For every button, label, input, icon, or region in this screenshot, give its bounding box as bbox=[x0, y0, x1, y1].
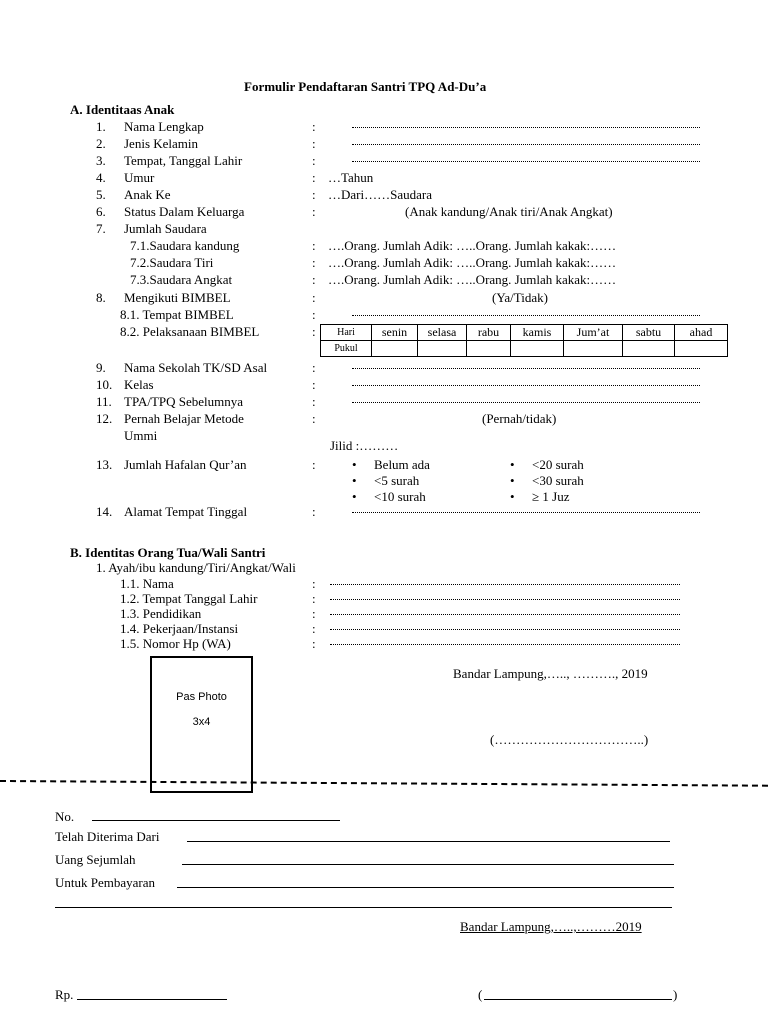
receipt-amount-field[interactable] bbox=[182, 864, 674, 865]
pas-photo-size: 3x4 bbox=[192, 716, 211, 728]
receipt-sig-close: ) bbox=[673, 987, 678, 1002]
label-tpa-sebelumnya: TPA/TPQ Sebelumnya bbox=[124, 394, 244, 409]
label-umur: Umur bbox=[124, 170, 155, 185]
field-pernah-belajar[interactable]: (Pernah/tidak) bbox=[482, 411, 557, 426]
colon: : bbox=[312, 255, 316, 270]
item-num: 10. bbox=[96, 377, 113, 392]
colon: : bbox=[312, 119, 316, 134]
field-ortu-pendidikan[interactable] bbox=[330, 614, 680, 615]
receipt-rp-label: Rp. bbox=[55, 987, 74, 1002]
colon: : bbox=[312, 272, 316, 287]
label-pelaksanaan-bimbel: 8.2. Pelaksanaan BIMBEL bbox=[120, 324, 260, 339]
receipt-payment-label: Untuk Pembayaran bbox=[55, 875, 156, 890]
bimbel-schedule-table bbox=[320, 324, 728, 357]
hafalan-option[interactable]: • <10 surah bbox=[374, 490, 426, 503]
schedule-row-pukul bbox=[321, 341, 728, 357]
schedule-time-cell[interactable] bbox=[675, 341, 728, 357]
field-ortu-ttl[interactable] bbox=[330, 599, 680, 600]
label-jumlah-saudara: Jumlah Saudara bbox=[124, 221, 207, 236]
item-num: 9. bbox=[96, 360, 106, 375]
colon: : bbox=[312, 238, 316, 253]
colon: : bbox=[312, 394, 316, 409]
colon: : bbox=[312, 636, 316, 651]
label-tempat-tanggal-lahir: Tempat, Tanggal Lahir bbox=[124, 153, 243, 168]
field-tempat-tanggal-lahir[interactable] bbox=[352, 161, 700, 162]
colon: : bbox=[312, 411, 316, 426]
label-jenis-kelamin: Jenis Kelamin bbox=[124, 136, 199, 151]
schedule-time-cell[interactable] bbox=[467, 341, 511, 357]
label-mengikuti-bimbel: Mengikuti BIMBEL bbox=[124, 290, 231, 305]
receipt-amount-label: Uang Sejumlah bbox=[55, 852, 136, 867]
colon: : bbox=[312, 606, 316, 621]
item-num: 2. bbox=[96, 136, 106, 151]
hafalan-option[interactable]: • <20 surah bbox=[532, 458, 584, 471]
item-num: 12. bbox=[96, 411, 113, 426]
section-b-heading: B. Identitas Orang Tua/Wali Santri bbox=[70, 545, 266, 560]
schedule-time-cell[interactable] bbox=[372, 341, 418, 357]
schedule-hari-label: Hari bbox=[321, 325, 372, 341]
colon: : bbox=[312, 187, 316, 202]
receipt-sig-open: ( bbox=[478, 987, 483, 1002]
colon: : bbox=[312, 290, 316, 305]
field-nama-lengkap[interactable] bbox=[352, 127, 700, 128]
hafalan-option[interactable]: • <30 surah bbox=[532, 474, 584, 487]
schedule-day: rabu bbox=[467, 325, 511, 341]
cut-line bbox=[0, 780, 768, 787]
hafalan-option[interactable]: • <5 surah bbox=[374, 474, 419, 487]
schedule-pukul-label: Pukul bbox=[321, 341, 372, 357]
field-umur[interactable]: …Tahun bbox=[328, 170, 374, 185]
colon: : bbox=[312, 170, 316, 185]
item-num: 1. bbox=[96, 119, 106, 134]
hafalan-option[interactable]: • Belum ada bbox=[374, 458, 430, 471]
label-ortu-hp: 1.5. Nomor Hp (WA) bbox=[120, 636, 231, 651]
label-saudara-angkat: 7.3.Saudara Angkat bbox=[130, 272, 233, 287]
colon: : bbox=[312, 324, 316, 339]
item-num: 13. bbox=[96, 457, 113, 472]
hafalan-option[interactable]: • ≥ 1 Juz bbox=[532, 490, 569, 503]
colon: : bbox=[312, 360, 316, 375]
colon: : bbox=[312, 591, 316, 606]
field-status-keluarga[interactable]: (Anak kandung/Anak tiri/Anak Angkat) bbox=[405, 204, 613, 219]
field-tpa-sebelumnya[interactable] bbox=[352, 402, 700, 403]
field-saudara-tiri[interactable]: ….Orang. Jumlah Adik: …..Orang. Jumlah kakak:…… bbox=[328, 255, 617, 270]
label-metode-ummi: Pernah Belajar Metode bbox=[124, 411, 244, 426]
colon: : bbox=[312, 621, 316, 636]
field-kelas[interactable] bbox=[352, 385, 700, 386]
receipt-extra-line[interactable] bbox=[55, 907, 672, 908]
item-num: 3. bbox=[96, 153, 106, 168]
label-metode-ummi-2: Ummi bbox=[124, 428, 158, 443]
pas-photo-box bbox=[150, 656, 253, 793]
schedule-day: selasa bbox=[418, 325, 467, 341]
colon: : bbox=[312, 504, 316, 519]
colon: : bbox=[312, 136, 316, 151]
schedule-row-hari bbox=[321, 325, 728, 341]
receipt-place-date: Bandar Lampung,…..,………2019 bbox=[460, 919, 642, 934]
label-ortu-nama: 1.1. Nama bbox=[120, 576, 174, 591]
label-nama-lengkap: Nama Lengkap bbox=[124, 119, 204, 134]
label-ortu-pekerjaan: 1.4. Pekerjaan/Instansi bbox=[120, 621, 239, 636]
colon: : bbox=[312, 307, 316, 322]
label-kelas: Kelas bbox=[124, 377, 154, 392]
label-saudara-tiri: 7.2.Saudara Tiri bbox=[130, 255, 214, 270]
label-status-keluarga: Status Dalam Keluarga bbox=[124, 204, 245, 219]
label-alamat: Alamat Tempat Tinggal bbox=[124, 504, 248, 519]
colon: : bbox=[312, 576, 316, 591]
colon: : bbox=[312, 204, 316, 219]
field-ortu-pekerjaan[interactable] bbox=[330, 629, 680, 630]
field-saudara-kandung[interactable]: ….Orang. Jumlah Adik: …..Orang. Jumlah kakak:…… bbox=[328, 238, 617, 253]
schedule-time-cell[interactable] bbox=[418, 341, 467, 357]
receipt-signature-field[interactable] bbox=[484, 999, 672, 1000]
receipt-rp-field[interactable] bbox=[77, 999, 227, 1000]
schedule-day: kamis bbox=[511, 325, 564, 341]
receipt-no-field[interactable] bbox=[92, 820, 340, 821]
item-num: 14. bbox=[96, 504, 113, 519]
pas-photo-label: Pas Photo bbox=[176, 691, 227, 703]
field-jilid[interactable]: Jilid :……… bbox=[330, 438, 399, 453]
schedule-day: senin bbox=[372, 325, 418, 341]
label-hafalan: Jumlah Hafalan Qur’an bbox=[124, 457, 247, 472]
item-num: 11. bbox=[96, 394, 112, 409]
item-num: 5. bbox=[96, 187, 106, 202]
label-tempat-bimbel: 8.1. Tempat BIMBEL bbox=[120, 307, 234, 322]
schedule-time-cell[interactable] bbox=[623, 341, 675, 357]
field-tempat-bimbel[interactable] bbox=[352, 315, 700, 316]
schedule-time-cell[interactable] bbox=[511, 341, 564, 357]
field-anak-ke[interactable]: …Dari……Saudara bbox=[328, 187, 432, 202]
item-num: 8. bbox=[96, 290, 106, 305]
receipt-payment-field[interactable] bbox=[177, 887, 674, 888]
label-anak-ke: Anak Ke bbox=[124, 187, 171, 202]
field-mengikuti-bimbel[interactable]: (Ya/Tidak) bbox=[492, 290, 548, 305]
page-title: Formulir Pendaftaran Santri TPQ Ad-Du’a bbox=[244, 79, 487, 94]
field-nama-sekolah[interactable] bbox=[352, 368, 700, 369]
field-ortu-hp[interactable] bbox=[330, 644, 680, 645]
place-date: Bandar Lampung,….., ………., 2019 bbox=[453, 666, 648, 681]
field-jenis-kelamin[interactable] bbox=[352, 144, 700, 145]
schedule-day: Jum’at bbox=[564, 325, 623, 341]
schedule-day: ahad bbox=[675, 325, 728, 341]
field-ortu-nama[interactable] bbox=[330, 584, 680, 585]
colon: : bbox=[312, 377, 316, 392]
receipt-received-field[interactable] bbox=[187, 841, 670, 842]
receipt-no-label: No. bbox=[55, 809, 75, 824]
schedule-day: sabtu bbox=[623, 325, 675, 341]
label-saudara-kandung: 7.1.Saudara kandung bbox=[130, 238, 240, 253]
colon: : bbox=[312, 153, 316, 168]
colon: : bbox=[312, 457, 316, 472]
item-num: 7. bbox=[96, 221, 106, 236]
label-nama-sekolah: Nama Sekolah TK/SD Asal bbox=[124, 360, 268, 375]
section-a-heading: A. Identitaas Anak bbox=[70, 102, 175, 117]
section-b-subheading: 1. Ayah/ibu kandung/Tiri/Angkat/Wali bbox=[96, 560, 296, 575]
field-saudara-angkat[interactable]: ….Orang. Jumlah Adik: …..Orang. Jumlah kakak:…… bbox=[328, 272, 617, 287]
label-ortu-ttl: 1.2. Tempat Tanggal Lahir bbox=[120, 591, 258, 606]
schedule-time-cell[interactable] bbox=[564, 341, 623, 357]
field-alamat[interactable] bbox=[352, 512, 700, 513]
item-num: 6. bbox=[96, 204, 106, 219]
label-ortu-pendidikan: 1.3. Pendidikan bbox=[120, 606, 202, 621]
signature-field[interactable]: (……………………………..) bbox=[490, 732, 649, 747]
receipt-received-label: Telah Diterima Dari bbox=[55, 829, 160, 844]
item-num: 4. bbox=[96, 170, 106, 185]
